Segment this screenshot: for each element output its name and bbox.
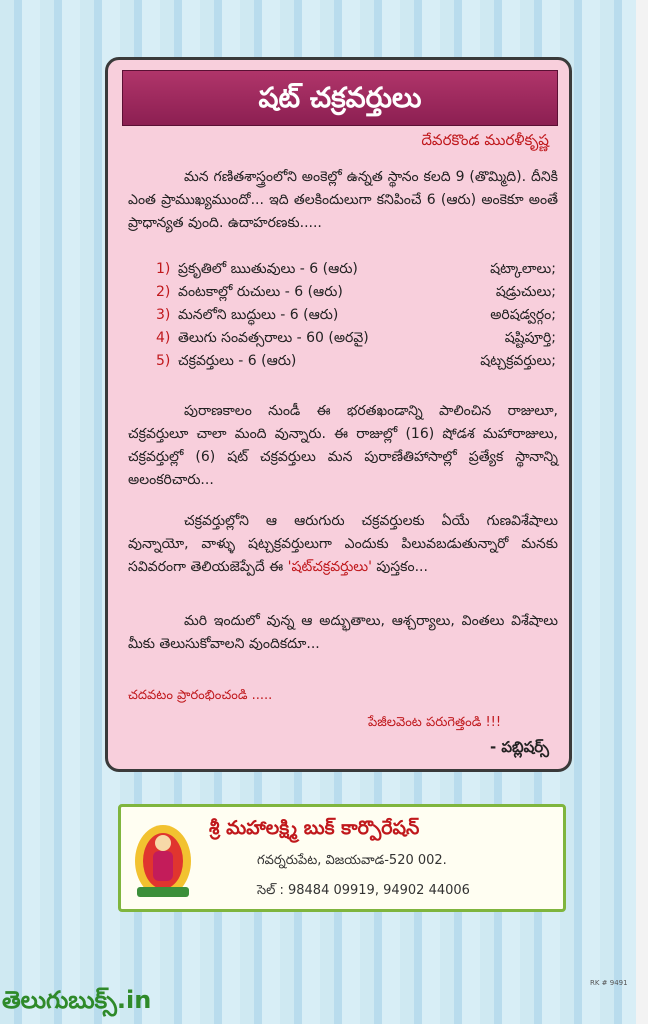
description-panel xyxy=(105,57,572,772)
author-name: దేవరకొండ మురళీకృష్ణ xyxy=(421,131,549,149)
intro-paragraph: మన గణితశాస్త్రంలోని అంకెల్లో ఉన్నత స్థానం కలది 9 (తొమ్మిది). దీనికి ఎంత ప్రాముఖ్యముందో... ఇది తలకిందులుగా కనిపించే 6 (ఆరు) అంకెకూ అంతే ప్రాధాన్యత వుంది. ఉదాహరణకు..... xyxy=(128,169,558,231)
publisher-name: శ్రీ మహాలక్ష్మి బుక్ కార్పొరేషన్ xyxy=(209,817,420,839)
title-band xyxy=(122,70,558,126)
highlighted-book-title: 'షట్‌చక్రవర్తులు' xyxy=(287,559,372,575)
goddess-lakshmi-logo xyxy=(131,817,195,901)
publisher-box xyxy=(118,804,566,912)
wonders-paragraph: మరి ఇందులో వున్న ఆ అద్భుతాలు, ఆశ్చర్యాలు, వింతలు విశేషాలు మీకు తెలుసుకోవాలని వుందికదూ... xyxy=(128,613,558,652)
history-paragraph: పురాణకాలం నుండీ ఈ భరతఖండాన్ని పాలించిన రాజులూ, చక్రవర్తులూ చాలా మంది వున్నారు. ఈ రాజుల్లో (16) షోడశ మహారాజులు, చక్రవర్తుల్లో (6) షట్ చక్రవర్తులు మన పురాణేతిహాసాల్లో ప్రత్యేక స్థానాన్ని అలంకరిచారు... xyxy=(128,403,558,488)
list-item: 5) చక్రవర్తులు - 6 (ఆరు) షట్చక్రవర్తులు; xyxy=(156,353,556,369)
page-edge xyxy=(636,0,648,1024)
start-reading-line: చదవటం ప్రారంభించండి ..... xyxy=(128,688,273,703)
site-watermark: తెలుగుబుక్స్.in xyxy=(2,986,152,1014)
print-code: RK # 9491 xyxy=(590,979,628,987)
list-item: 4) తెలుగు సంవత్సరాలు - 60 (అరవై) షష్టిపూర్తి; xyxy=(156,330,556,346)
qualities-paragraph: చక్రవర్తుల్లోని ఆ ఆరుగురు చక్రవర్తులకు ఏయే గుణవిశేషాలు వున్నాయో, వాళ్ళు షట్చక్రవర్తులుగా ఎందుకు పిలువబడుతున్నారో మనకు సవివరంగా తెలియజెప్పేదే ఈ 'షట్‌చక్రవర్తులు' పుస్తకం... xyxy=(128,513,558,575)
six-list xyxy=(156,261,556,376)
pages-run-line: పేజీలవెంట పరుగెత్తండి !!! xyxy=(368,715,502,730)
publisher-address: గవర్నరుపేట, విజయవాడ-520 002. xyxy=(257,853,447,868)
book-title: షట్ చక్రవర్తులు xyxy=(258,81,422,114)
list-item: 2) వంటకాల్లో రుచులు - 6 (ఆరు) షడ్రుచులు; xyxy=(156,284,556,300)
publisher-phone: సెల్ : 98484 09919, 94902 44006 xyxy=(257,883,470,898)
list-item: 3) మనలోని బుద్ధులు - 6 (ఆరు) అరిషడ్వర్గం; xyxy=(156,307,556,323)
list-item: 1) ప్రకృతిలో ఋతువులు - 6 (ఆరు) షట్కాలాలు; xyxy=(156,261,556,277)
publisher-signature: - పబ్లిషర్స్ xyxy=(489,738,549,756)
